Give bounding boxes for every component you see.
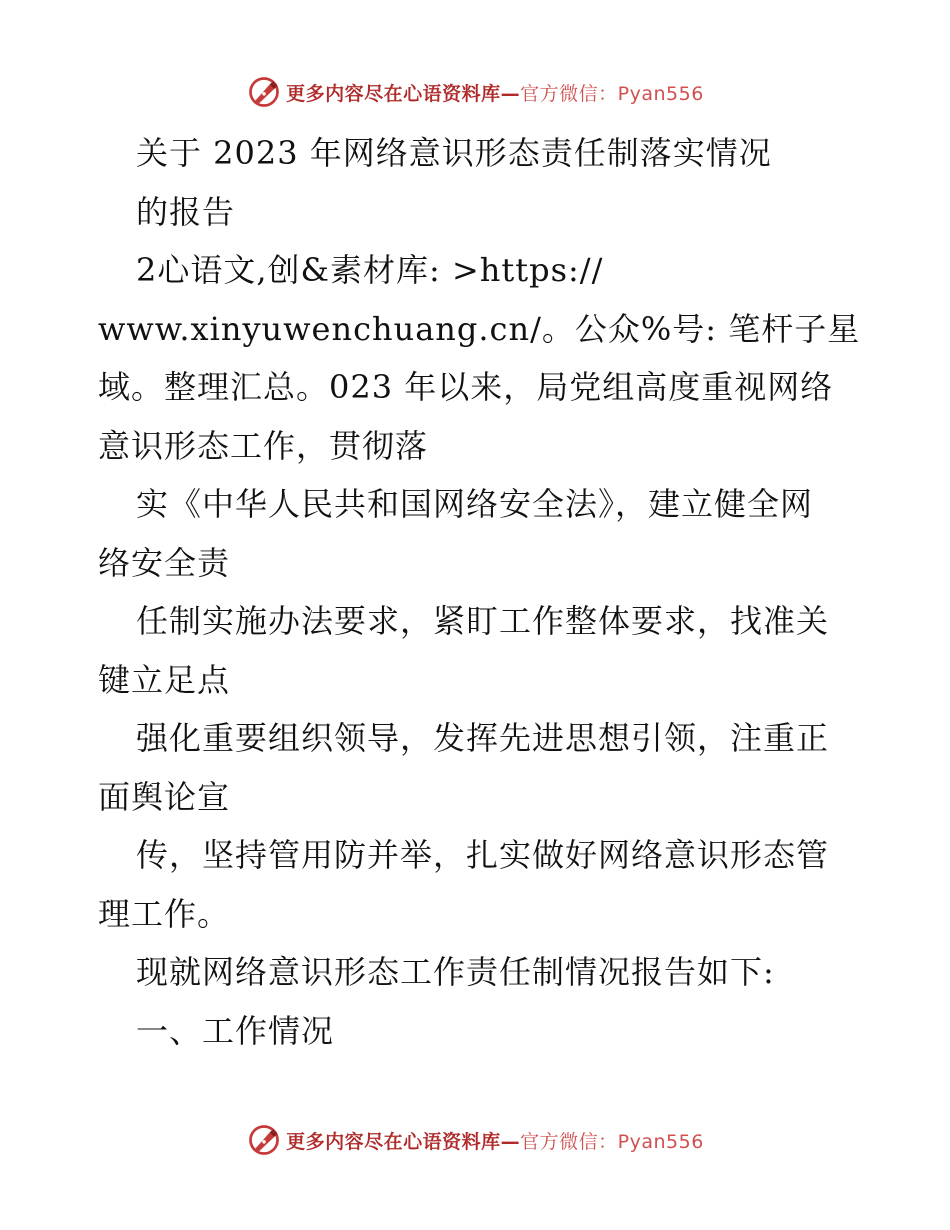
banner-wechat-text: 官方微信：Pyan556 <box>520 82 704 105</box>
paragraph-line: 意识形态工作，贯彻落 <box>98 426 429 465</box>
paragraph-line: 的报告 <box>136 192 236 231</box>
paragraph-line: www.xinyuwenchuang.cn/。公众%号: 笔杆子星 <box>98 309 861 348</box>
paragraph-line: 键立足点 <box>98 660 231 699</box>
paragraph-line: 任制实施办法要求，紧盯工作整体要求，找准关 <box>136 602 830 640</box>
paragraph-line: 理工作。 <box>98 894 231 933</box>
paragraph-line: 络安全责 <box>98 543 231 582</box>
paragraph-line: 实《中华人民共和国网络安全法》，建立健全网 <box>136 485 814 523</box>
banner-main-text: 更多内容尽在心语资料库— <box>286 82 521 105</box>
paragraph-line: 一、工作情况 <box>136 1011 335 1050</box>
paragraph-line: 面舆论宣 <box>98 777 231 816</box>
paragraph-line: 现就网络意识形态工作责任制情况报告如下: <box>136 953 775 991</box>
banner-main-text: 更多内容尽在心语资料库— <box>286 1130 521 1153</box>
header-watermark-banner <box>0 70 950 114</box>
pen-nib-logo-icon <box>246 1122 282 1158</box>
paragraph-line: 强化重要组织领导，发挥先进思想引领，注重正 <box>136 719 830 757</box>
banner-wechat-text: 官方微信：Pyan556 <box>520 1130 704 1153</box>
paragraph-line: 传，坚持管用防并举，扎实做好网络意识形态管 <box>136 836 830 874</box>
paragraph-line: 域。整理汇总。023 年以来，局党组高度重视网络 <box>98 368 834 406</box>
document-body <box>98 124 861 1060</box>
pen-nib-logo-icon <box>246 74 282 110</box>
paragraph-line: 关于 2023 年网络意识形态责任制落实情况 <box>136 134 772 172</box>
paragraph-line: 2心语文,创&素材库: >https:// <box>136 251 604 289</box>
footer-watermark-banner <box>0 1118 950 1162</box>
